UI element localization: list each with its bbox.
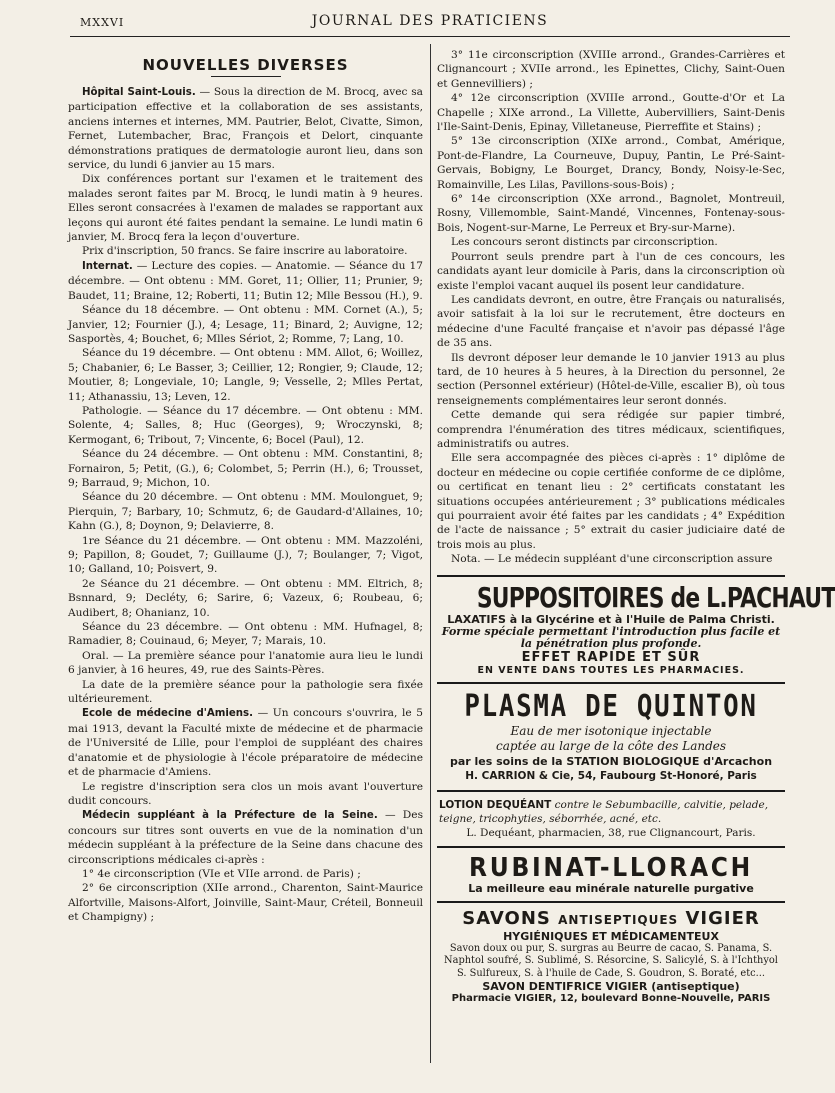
right-paragraph	[437, 408, 785, 451]
ad-plasma	[437, 682, 785, 790]
page-header	[70, 10, 790, 37]
left-paragraphs	[68, 85, 423, 925]
advertisements	[437, 575, 835, 1011]
paragraph-heading: Internat.	[82, 260, 133, 272]
left-paragraph	[68, 490, 423, 533]
ad-suppositoires-line4: EN VENTE DANS TOUTES LES PHARMACIES.	[477, 664, 745, 676]
paragraph-text: Pathologie. — Séance du 17 décembre. — Ont obtenu : MM. Solente, 4; Salles, 8; Huc (Georges), 9; Wroczynski, 8; Kermogant, 6; Tribout, 7; Vincente, 6; Bocel (Paul), 12.	[68, 404, 423, 446]
ad-suppositoires-line2: Forme spéciale permettant l'introduction plus facile et la pénétration plus profonde.	[441, 624, 781, 650]
page-folio: MXXVI	[80, 16, 125, 29]
paragraph-text: Les candidats devront, en outre, être Français ou naturalisés, avoir satisfait à la loi sur le recrutement, être docteurs en médecine d'une Faculté française et n'avoir pas dépassé l'âge de 35 ans.	[437, 293, 785, 350]
left-paragraph	[68, 346, 423, 404]
ad-savons-title-b: ANTISEPTIQUES	[558, 912, 679, 927]
ad-suppositoires-line3: EFFET RAPIDE ET SÛR	[521, 649, 701, 665]
ad-lotion	[437, 790, 785, 846]
paragraph-text: Séance du 18 décembre. — Ont obtenu : MM. Cornet (A.), 5; Janvier, 12; Fournier (J.), 4; Lesage, 11; Binard, 2; Auvigne, 12; Sasportès, 4; Bouchet, 6; Mlles Sériot, 2; Romme, 7; Lang, 10.	[68, 304, 423, 345]
ad-lotion-name: LOTION DEQUÉANT	[439, 798, 552, 811]
left-paragraph	[68, 577, 423, 620]
left-paragraph	[68, 303, 423, 346]
left-paragraph	[68, 706, 423, 779]
paragraph-text: 3° 11e circonscription (XVIIIe arrond., Grandes-Carrières et Clignancourt ; XVIIe arrond., les Epinettes, Clichy, Saint-Ouen et Gennevilliers) ;	[437, 49, 785, 90]
left-paragraph	[68, 620, 423, 649]
left-paragraph	[68, 172, 423, 244]
ad-rubinat-sub: La meilleure eau minérale naturelle purgative	[468, 881, 754, 895]
right-paragraph	[437, 91, 785, 134]
right-paragraphs	[437, 48, 785, 567]
ad-rubinat	[437, 846, 785, 901]
right-paragraph	[437, 192, 785, 235]
left-paragraph	[68, 678, 423, 707]
ad-lotion-addr: L. Dequéant, pharmacien, 38, rue Clignancourt, Paris.	[466, 826, 756, 839]
ad-plasma-line4: H. CARRION & Cie, 54, Faubourg St-Honoré, Paris	[465, 769, 757, 782]
right-paragraph	[437, 48, 785, 91]
left-paragraph	[68, 649, 423, 678]
ad-plasma-line1: Eau de mer isotonique injectable	[510, 723, 712, 738]
ad-plasma-title: PLASMA DE QUINTON	[464, 688, 758, 724]
right-paragraph	[437, 552, 785, 566]
ad-savons-dentifrice: SAVON DENTIFRICE VIGIER (antiseptique)	[482, 980, 740, 994]
ad-savons-title	[439, 909, 783, 930]
paragraph-text: 4° 12e circonscription (XVIIIe arrond., Goutte-d'Or et La Chapelle ; XIXe arrond., La Villette, Aubervilliers, Saint-Denis l'Ile-Saint-Denis, Epinay, Villetaneuse, Pierreffite et Stains) ;	[437, 92, 785, 134]
ad-plasma-line3: par les soins de la STATION BIOLOGIQUE d'Arcachon	[449, 754, 773, 768]
paragraph-text: Séance du 23 décembre. — Ont obtenu : MM. Hufnagel, 8; Ramadier, 8; Couinaud, 6; Meyer, 7; Marais, 10.	[68, 621, 423, 648]
right-paragraph	[437, 235, 785, 249]
paragraph-text: Séance du 19 décembre. — Ont obtenu : MM. Allot, 6; Woillez, 5; Chabanier, 6; Le Basser, 3; Ceillier, 12; Rongier, 9; Claude, 12; Moutier, 8; Longeviale, 10; Langle, 9; Vesselle, 2; Mlles Pertat, 11; Athanassiu, 13; Leven, 12.	[68, 347, 423, 403]
ad-savons-title-a: SAVONS	[462, 907, 551, 929]
paragraph-text: 1re Séance du 21 décembre. — Ont obtenu : MM. Mazzoléni, 9; Papillon, 8; Goudet, 7; Guillaume (J.), 7; Boulanger, 7; Vigot, 10; Galland, 10; Poisvert, 9.	[68, 534, 423, 576]
paragraph-text: — Un concours s'ouvrira, le 5 mai 1913, devant la Faculté mixte de médecine et de pharmacie de l'Université de Lille, pour l'emploi de suppléant des chaires d'anatomie et de physiologie à l'école préparatoire de médecine et de pharmacie d'Amiens.	[68, 707, 423, 779]
paragraph-text: Séance du 24 décembre. — Ont obtenu : MM. Constantini, 8; Fornairon, 5; Petit, (G.), 6; Colombet, 5; Perrin (H.), 6; Trousset, 9; Barraud, 9; Michon, 10.	[68, 448, 423, 489]
left-paragraph	[68, 404, 423, 447]
paragraph-text: Oral. — La première séance pour l'anatomie aura lieu le lundi 6 janvier, à 16 heures, 49, rue des Saints-Pères.	[68, 649, 423, 677]
paragraph-text: 5° 13e circonscription (XIXe arrond., Combat, Amérique, Pont-de-Flandre, La Courneuve, Dupuy, Pantin, Le Pré-Saint-Gervais, Bobigny, Le Bourget, Drancy, Bondy, Noisy-le-Sec, Romainville, Les Lilas, Pavillons-sous-Bois) ;	[437, 135, 785, 191]
ad-savons-sub: HYGIÉNIQUES ET MÉDICAMENTEUX	[503, 929, 719, 943]
paragraph-text: Dix conférences portant sur l'examen et le traitement des malades seront faites par M. Brocq, le lundi matin à 9 heures. Elles seront consacrées à l'examen de malades se rapportant aux leçons qui auront été faites pendant la semaine. Le lundi matin 6 janvier, M. Brocq fera la leçon d'ouverture.	[68, 173, 423, 244]
right-paragraph	[437, 351, 785, 409]
journal-title: JOURNAL DES PRATICIENS	[311, 13, 549, 29]
ad-savons-pharmacie: Pharmacie VIGIER, 12, boulevard Bonne-Nouvelle, PARIS	[451, 993, 771, 1005]
ad-plasma-line2: captée au large de la côte des Landes	[495, 738, 727, 753]
ad-rubinat-title: RUBINAT-LLORACH	[469, 852, 753, 883]
paragraph-text: — Lecture des copies. — Anatomie. — Séance du 17 décembre. — Ont obtenu : MM. Goret, 11; Ollier, 11; Prunier, 9; Baudet, 11; Braine, 12; Roberti, 11; Butin 12; Mlle Bessou (H.), 9.	[68, 259, 423, 302]
left-paragraph	[68, 259, 423, 303]
paragraph-text: 6° 14e circonscription (XXe arrond., Bagnolet, Montreuil, Rosny, Villemomble, Saint-Mandé, Vincennes, Fontenay-sous-Bois, Nogent-sur-Marne, Le Perreux et Bry-sur-Marne).	[437, 193, 785, 234]
right-paragraph	[437, 250, 785, 293]
ad-suppositoires-line1: LAXATIFS à la Glycérine et à l'Huile de Palma Christi.	[447, 612, 775, 626]
ad-savons	[437, 901, 785, 1011]
left-column	[68, 48, 423, 1087]
paragraph-text: Séance du 20 décembre. — Ont obtenu : MM. Moulonguet, 9; Pierquin, 7; Barbary, 10; Schmutz, 6; de Gaudard-d'Allaines, 10; Kahn (G.), 8; Doynon, 9; Delavierre, 8.	[68, 491, 423, 533]
paragraph-text: 1° 4e circonscription (VIe et VIIe arrond. de Paris) ;	[82, 867, 361, 880]
paragraph-text: Ils devront déposer leur demande le 10 janvier 1913 au plus tard, de 10 heures à 5 heures, à la Direction du personnel, 2e section (Personnel extérieur) (Hôtel-de-Ville, escalier B), où tous renseignements complémentaires leur seront donnés.	[437, 351, 785, 407]
section-title: NOUVELLES DIVERSES	[142, 56, 349, 74]
left-paragraph	[68, 881, 423, 924]
right-paragraph	[437, 293, 785, 351]
right-paragraph	[437, 451, 785, 552]
left-paragraph	[68, 780, 423, 809]
paragraph-text: 2e Séance du 21 décembre. — Ont obtenu : MM. Eltrich, 8; Bsnnard, 9; Decléty, 6; Sarire, 6; Vazeux, 6; Roubeau, 6; Audibert, 8; Ohanianz, 10.	[68, 577, 423, 619]
paragraph-text: La date de la première séance pour la pathologie sera fixée ultérieurement.	[68, 678, 423, 706]
left-paragraph	[68, 867, 423, 881]
paragraph-heading: Médecin suppléant à la Préfecture de la Seine.	[82, 810, 378, 822]
paragraph-text: — Sous la direction de M. Brocq, avec sa participation effective et la collaboration de ses assistants, anciens internes et internes, MM. Pautrier, Belot, Civatte, Simon, Fernet, Lutembacher, Brac, François et Delort, cinquante démonstrations pratiques de dermatologie auront lieu, dans son service, du lundi 6 janvier au 15 mars.	[68, 86, 423, 172]
section-rule	[211, 76, 281, 77]
right-paragraph	[437, 134, 785, 192]
paragraph-text: Pourront seuls prendre part à l'un de ces concours, les candidats ayant leur domicile à Paris, dans la circonscription où existe l'emploi vacant auquel ils posent leur candidature.	[437, 250, 785, 292]
right-column	[437, 48, 835, 1087]
ad-savons-title-c: VIGIER	[685, 907, 760, 929]
paragraph-text: Les concours seront distincts par circonscription.	[451, 236, 718, 249]
ad-savons-list: Savon doux ou pur, S. surgras au Beurre de cacao, S. Panama, S. Naphtol soufré, S. Sublimé, S. Résorcine, S. Salicylé, S. à l'Ichthyol S. Sulfureux, S. à l'huile de Cade, S. Goudron, S. Boraté, etc...	[444, 942, 778, 979]
left-paragraph	[68, 244, 423, 258]
paragraph-text: Nota. — Le médecin suppléant d'une circonscription assure	[451, 553, 773, 566]
paragraph-text: 2° 6e circonscription (XIIe arrond., Charenton, Saint-Maurice Alfortville, Maisons-Alfort, Joinville, Saint-Maur, Créteil, Bonneuil et Champigny) ;	[68, 882, 423, 924]
ad-suppositoires-title: SUPPOSITOIRES de L.PACHAUT	[476, 580, 835, 614]
ad-lotion-text: contre le Sebumbacille, calvitie, pelade, teigne, tricophyties, séborrhée, acné, etc.	[439, 798, 769, 825]
left-paragraph	[68, 447, 423, 490]
paragraph-text: — Des concours sur titres sont ouverts en vue de la nomination d'un médecin suppléant à la préfecture de la Seine dans chacune des circonscriptions médicales ci-après :	[68, 809, 424, 866]
left-paragraph	[68, 85, 423, 172]
paragraph-text: Cette demande qui sera rédigée sur papier timbré, comprendra l'énumération des titres médicaux, scientifiques, administratifs ou autres.	[437, 409, 785, 450]
ad-suppositoires	[437, 575, 835, 682]
paragraph-heading: Hôpital Saint-Louis.	[82, 87, 196, 98]
paragraph-heading: Ecole de médecine d'Amiens.	[82, 708, 253, 720]
left-paragraph	[68, 534, 423, 577]
paragraph-text: Le registre d'inscription sera clos un mois avant l'ouverture dudit concours.	[68, 780, 423, 807]
paragraph-text: Elle sera accompagnée des pièces ci-après : 1° diplôme de docteur en médecine ou copie certifiée conforme de ce diplôme, ou certificat en tenant lieu : 2° certificats constatant les situations occupées antérieurement ; 3° publications médicales qui pourraient avoir été faites par les candidats ; 4° Expédition de l'acte de naissance ; 5° extrait du casier judiciaire daté de trois mois au plus.	[437, 452, 785, 551]
column-divider	[430, 44, 431, 1063]
paragraph-text: Prix d'inscription, 50 francs. Se faire inscrire au laboratoire.	[82, 245, 408, 258]
left-paragraph	[68, 808, 423, 867]
